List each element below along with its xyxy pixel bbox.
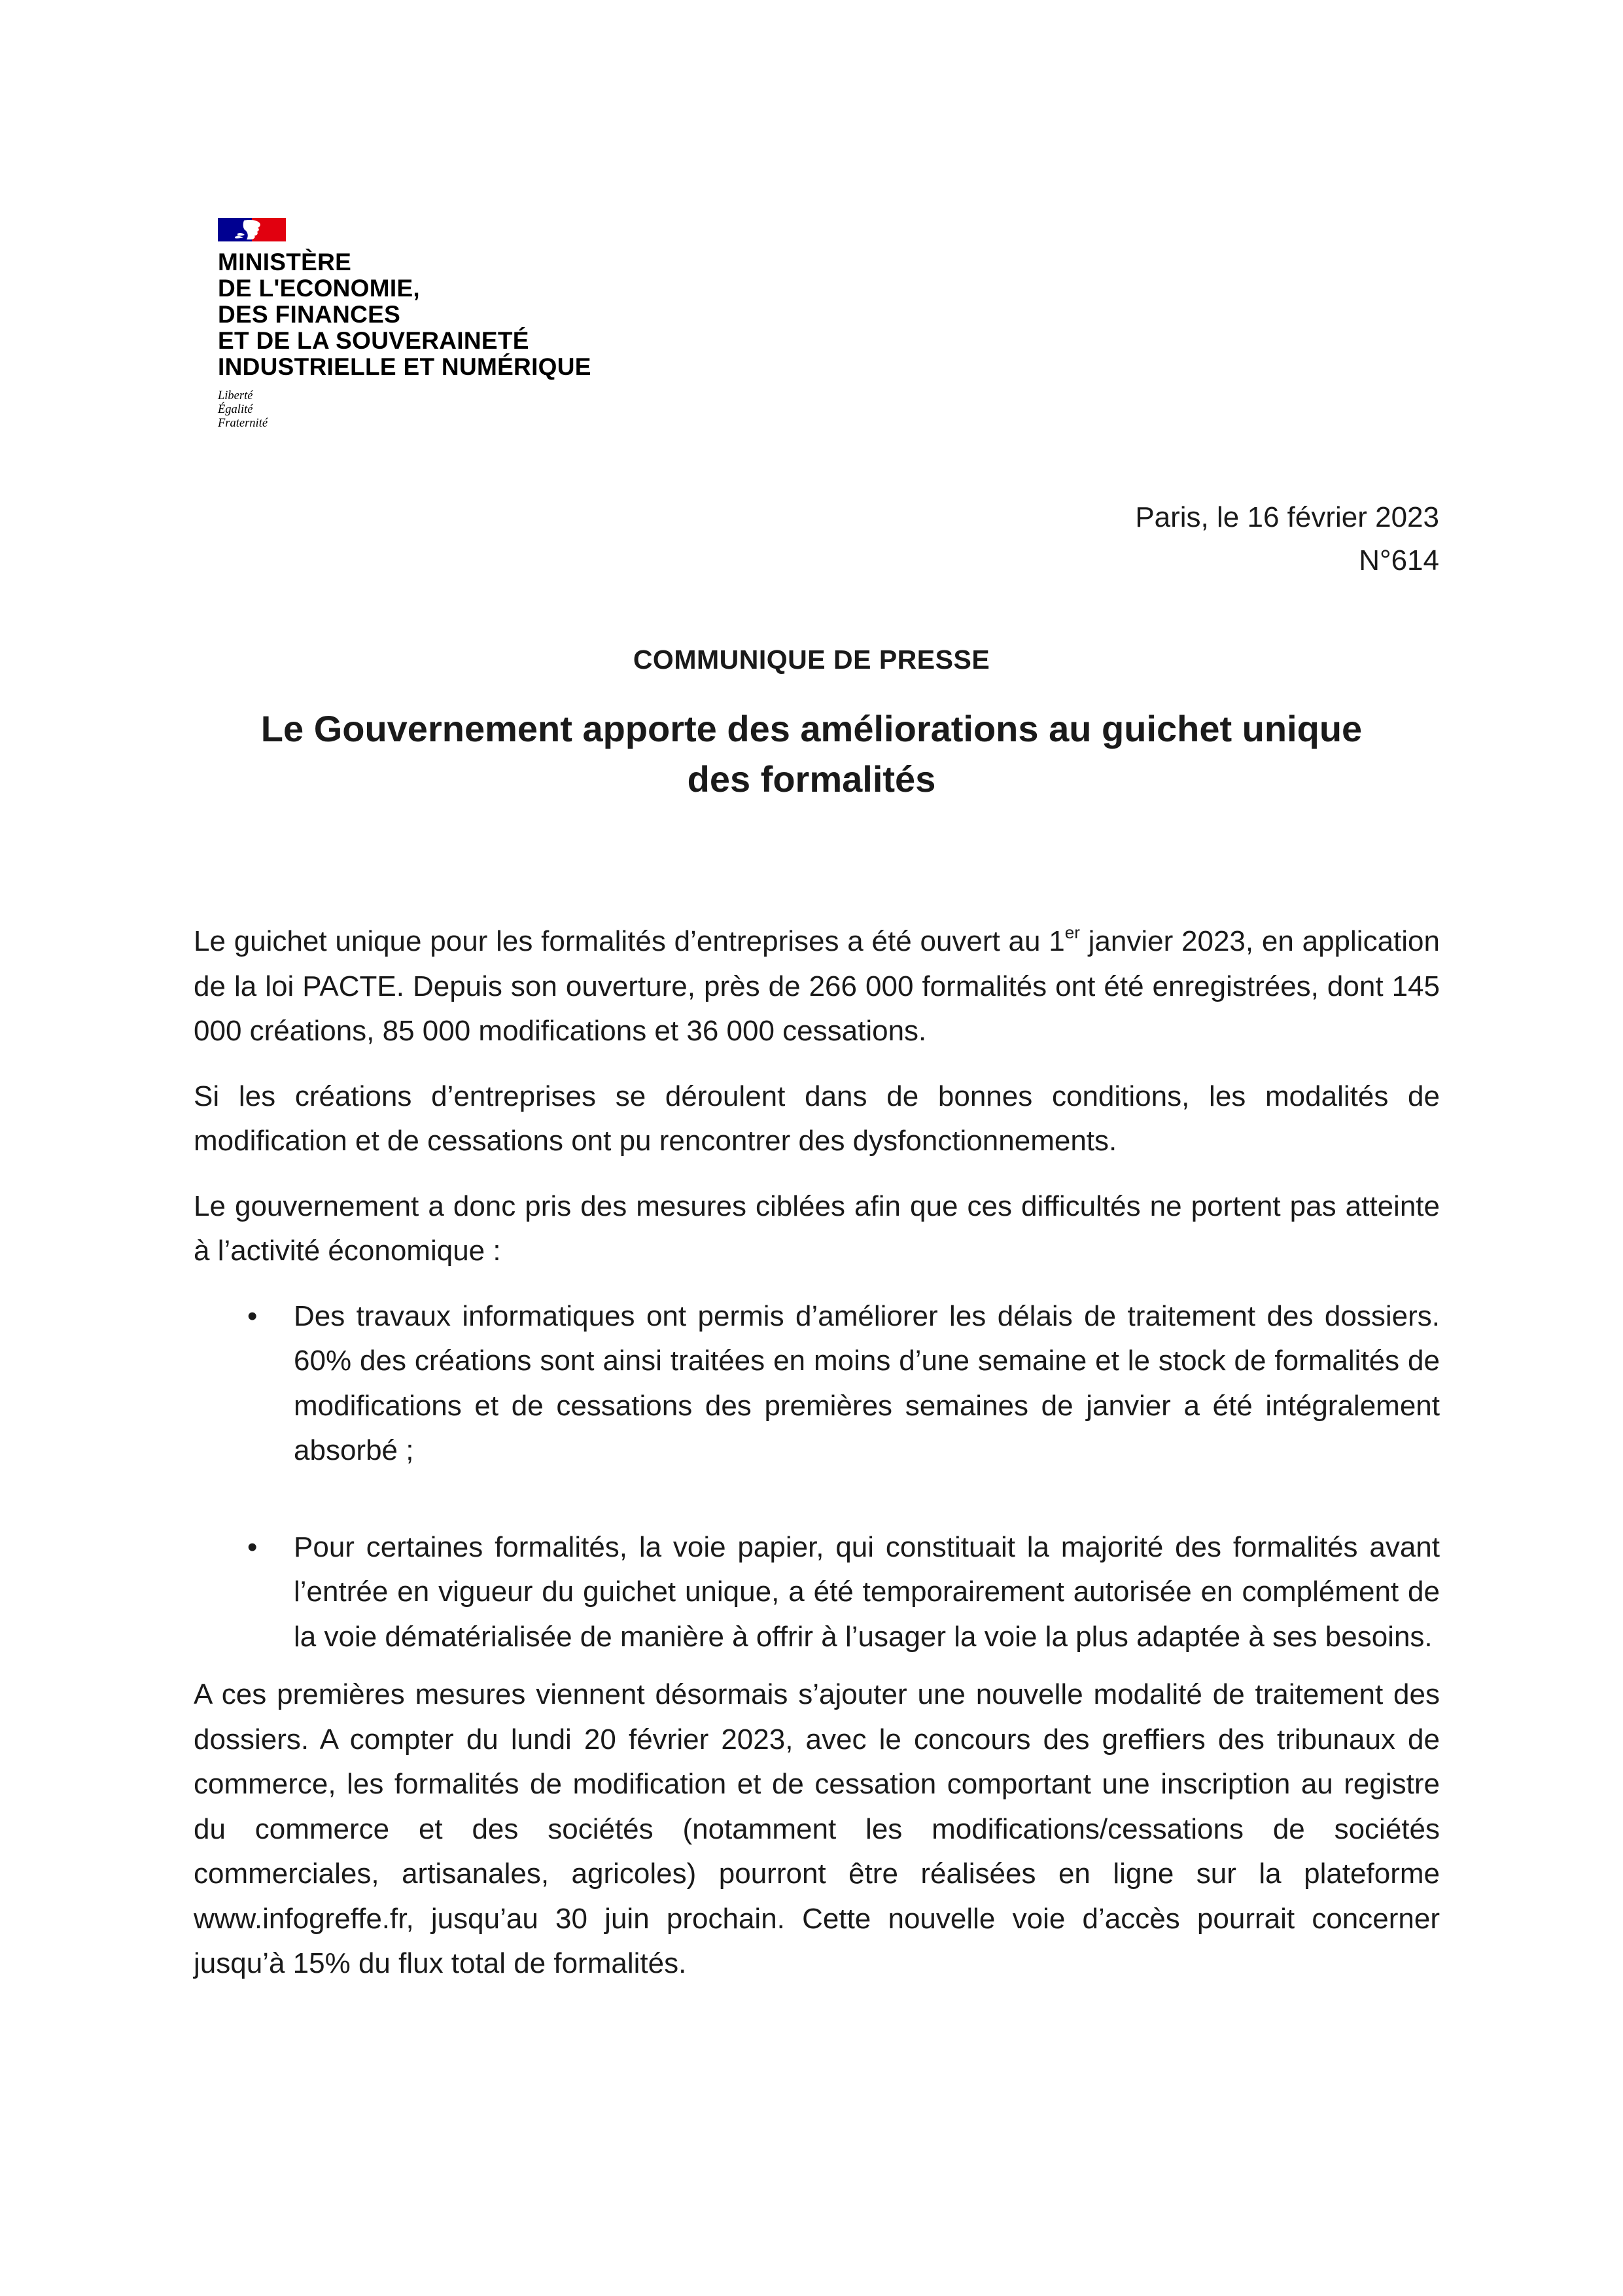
date-block [1135, 496, 1439, 582]
ministry-line: DES FINANCES [218, 301, 401, 328]
ministry-line: ET DE LA SOUVERAINETÉ [218, 327, 529, 354]
list-item-text: Des travaux informatiques ont permis d’améliorer les délais de traitement des dossiers. 60% des créations sont ainsi traitées en moins d’une semaine et le stock de formalités de modifications et de cessations des premières semaines de janvier a été intégralement absorbé ; [294, 1299, 1440, 1466]
paragraph-text: janvier 2023, en application de la loi PACTE. Depuis son ouverture, près de 266 000 formalités ont été enregistrées, dont 145 000 créations, 85 000 modifications et 36 000 cessations. [194, 925, 1440, 1047]
motto-line: Liberté [218, 389, 253, 402]
motto-line: Égalité [218, 403, 253, 416]
document-kicker: COMMUNIQUE DE PRESSE [633, 645, 990, 675]
paragraph-difficulties: Si les créations d’entreprises se déroulent dans de bonnes conditions, les modalités de modification et de cessations ont pu rencontrer des dysfonctionnements. [194, 1080, 1440, 1157]
list-item [194, 1294, 1440, 1474]
list-item-text: Pour certaines formalités, la voie papier, qui constituait la majorité des formalités avant l’entrée en vigueur du guichet unique, a été temporairement autorisée en complément de la voie dématérialisée de manière à offrir à l’usager la voie la plus adaptée à ses besoins. [294, 1530, 1440, 1653]
ministry-line: INDUSTRIELLE ET NUMÉRIQUE [218, 353, 591, 380]
list-item [194, 1525, 1440, 1660]
title-line: Le Gouvernement apporte des améliorations au guichet unique [260, 708, 1363, 749]
bullet-icon: • [247, 1299, 258, 1332]
republic-motto [218, 389, 637, 431]
ordinal-suffix: er [1064, 923, 1080, 942]
ministry-line: DE L'ECONOMIE, [218, 275, 421, 302]
ministry-logo-block [218, 218, 637, 431]
paragraph-measures-intro: Le gouvernement a donc pris des mesures ciblées afin que ces difficultés ne portent pas atteinte à l’activité économique : [194, 1190, 1440, 1267]
bullet-icon: • [247, 1530, 258, 1563]
motto-line: Fraternité [218, 417, 268, 430]
ministry-name [218, 249, 637, 380]
paragraph-new-modality: A ces premières mesures viennent désormais s’ajouter une nouvelle modalité de traitement des dossiers. A compter du lundi 20 février 2023, avec le concours des greffiers des tribunaux de commerce, les formalités de modification et de cessation comportant une inscription au registre du commerce et des sociétés (notamment les modifications/cessations de sociétés commerciales, artisanales, agricoles) pourront être réalisées en ligne sur la plateforme www.infogreffe.fr, jusqu’au 30 juin prochain. Cette nouvelle voie d’accès pourrait concerner jusqu’à 15% du flux total de formalités. [194, 1678, 1440, 1979]
release-number: N°614 [1359, 544, 1439, 576]
page-title [196, 703, 1427, 804]
marianne-flag-icon [218, 218, 286, 241]
paragraph-text: Le guichet unique pour les formalités d’entreprises a été ouvert au 1 [194, 925, 1065, 957]
title-line: des formalités [687, 758, 936, 800]
ministry-line: MINISTÈRE [218, 249, 352, 275]
measures-list [194, 1294, 1440, 1660]
release-date: Paris, le 16 février 2023 [1135, 501, 1439, 533]
paragraph-intro [194, 919, 1440, 1054]
body-text [194, 919, 1440, 2007]
